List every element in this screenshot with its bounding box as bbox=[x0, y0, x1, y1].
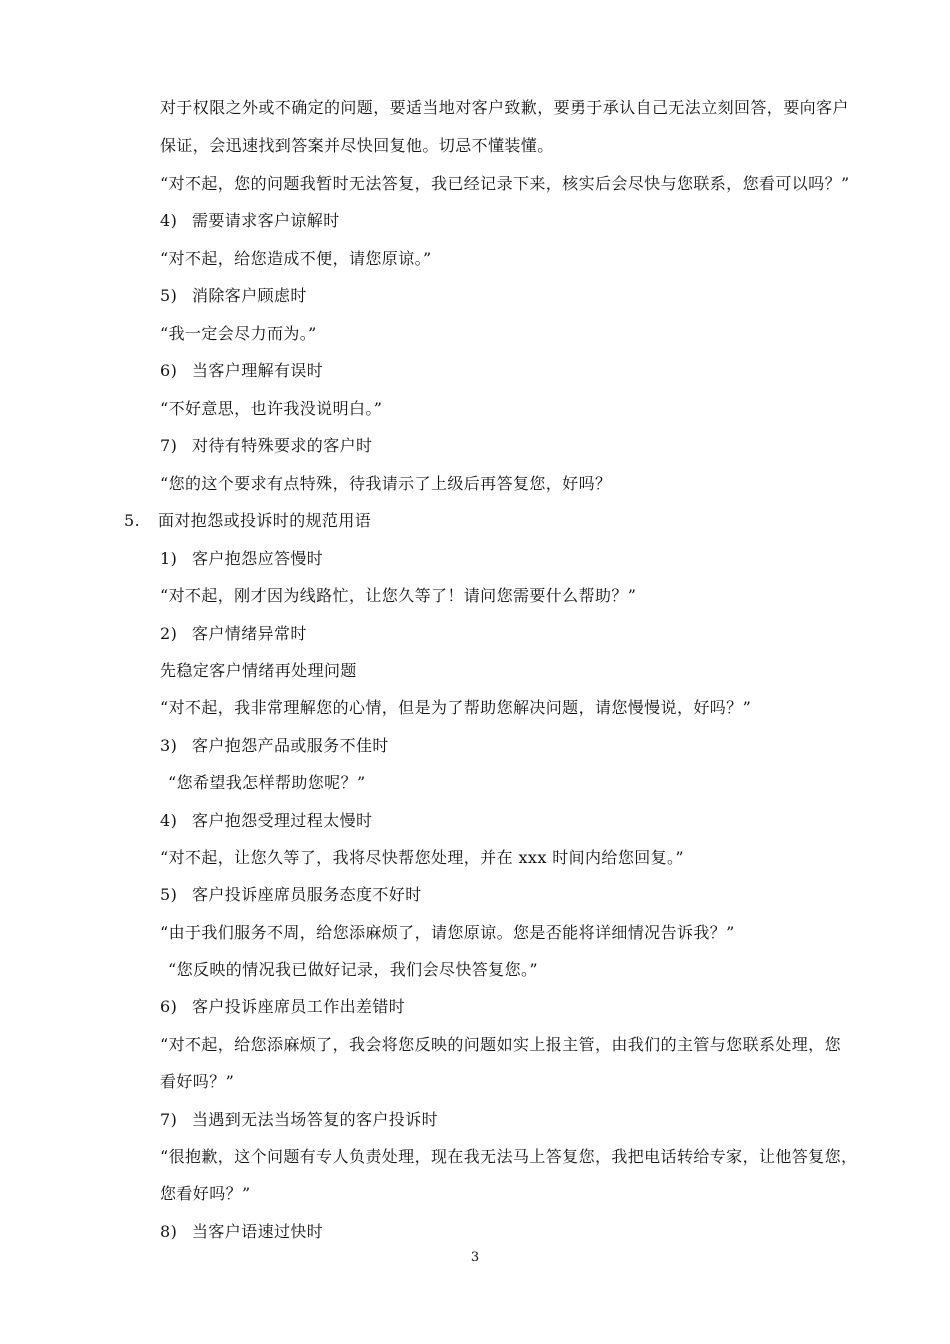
quote-line bbox=[160, 848, 950, 868]
list-item-label: 当遇到无法当场答复的客户投诉时 bbox=[192, 1110, 439, 1129]
line-text: 保证，会迅速找到答案并尽快回复他。切忌不懂装懂。 bbox=[160, 136, 554, 155]
list-item-label: 消除客户顾虑时 bbox=[192, 286, 307, 305]
quote-line bbox=[160, 1147, 950, 1167]
list-item bbox=[160, 997, 950, 1017]
list-item-label: 对待有特殊要求的客户时 bbox=[192, 436, 373, 455]
list-item bbox=[160, 885, 950, 905]
list-number: 1) bbox=[160, 549, 178, 568]
list-item bbox=[160, 436, 950, 456]
list-number: 3) bbox=[160, 736, 178, 755]
line-text: 先稳定客户情绪再处理问题 bbox=[160, 661, 357, 680]
list-item-label: 客户抱怨产品或服务不佳时 bbox=[192, 736, 389, 755]
list-number: 2) bbox=[160, 624, 178, 643]
list-item bbox=[160, 811, 950, 831]
quote-line bbox=[160, 324, 950, 344]
quote-line bbox=[168, 960, 950, 980]
list-number: 7) bbox=[160, 436, 178, 455]
quote-line bbox=[160, 1072, 950, 1092]
line-text: “您的这个要求有点特殊，待我请示了上级后再答复您，好吗？ bbox=[160, 474, 612, 493]
line-text: “您反映的情况我已做好记录，我们会尽快答复您。” bbox=[168, 960, 538, 979]
paragraph-line bbox=[160, 98, 950, 118]
list-item bbox=[160, 736, 950, 756]
line-text: 对于权限之外或不确定的问题，要适当地对客户致歉，要勇于承认自己无法立刻回答，要向客户 bbox=[160, 98, 849, 117]
list-item-label: 客户投诉座席员工作出差错时 bbox=[192, 997, 406, 1016]
line-text: “我一定会尽力而为。” bbox=[160, 324, 317, 343]
quote-line bbox=[160, 174, 950, 194]
line-text: “对不起，给您添麻烦了，我会将您反映的问题如实上报主管，由我们的主管与您联系处理，您 bbox=[160, 1035, 841, 1054]
line-text: “您希望我怎样帮助您呢？” bbox=[168, 773, 366, 792]
list-number: 4) bbox=[160, 211, 178, 230]
quote-line bbox=[160, 399, 950, 419]
line-text: “不好意思，也许我没说明白。” bbox=[160, 399, 383, 418]
list-item-label: 客户抱怨受理过程太慢时 bbox=[192, 811, 373, 830]
quote-line bbox=[160, 586, 950, 606]
list-item bbox=[160, 624, 950, 644]
quote-line bbox=[168, 773, 950, 793]
line-text: “对不起，刚才因为线路忙，让您久等了！请问您需要什么帮助？” bbox=[160, 586, 637, 605]
quote-line bbox=[160, 923, 950, 943]
list-item-label: 客户投诉座席员服务态度不好时 bbox=[192, 885, 422, 904]
quote-line bbox=[160, 698, 950, 718]
line-text: 您看好吗？” bbox=[160, 1184, 251, 1203]
line-text: 看好吗？” bbox=[160, 1072, 235, 1091]
list-item-label: 当客户理解有误时 bbox=[192, 361, 324, 380]
list-number: 6) bbox=[160, 361, 178, 380]
line-text: “对不起，您的问题我暂时无法答复，我已经记录下来，核实后会尽快与您联系，您看可以吗？” bbox=[160, 174, 850, 193]
list-number: 8) bbox=[160, 1222, 178, 1241]
list-item bbox=[160, 549, 950, 569]
list-item bbox=[160, 361, 950, 381]
list-item bbox=[160, 211, 950, 231]
section-number: 5. bbox=[124, 511, 141, 530]
list-item-label: 客户情绪异常时 bbox=[192, 624, 307, 643]
section-heading bbox=[124, 511, 950, 531]
list-item bbox=[160, 1110, 950, 1130]
section-title: 面对抱怨或投诉时的规范用语 bbox=[158, 511, 372, 530]
list-item-label: 客户抱怨应答慢时 bbox=[192, 549, 324, 568]
list-number: 6) bbox=[160, 997, 178, 1016]
quote-line bbox=[160, 1035, 950, 1055]
page-number: 3 bbox=[470, 1250, 480, 1265]
list-number: 7) bbox=[160, 1110, 178, 1129]
list-item-label: 当客户语速过快时 bbox=[192, 1222, 324, 1241]
list-number: 5) bbox=[160, 885, 178, 904]
list-item bbox=[160, 1222, 950, 1242]
quote-line bbox=[160, 474, 950, 494]
list-number: 4) bbox=[160, 811, 178, 830]
line-text: “对不起，我非常理解您的心情，但是为了帮助您解决问题，请您慢慢说，好吗？” bbox=[160, 698, 752, 717]
line-text: “很抱歉，这个问题有专人负责处理，现在我无法马上答复您，我把电话转给专家，让他答复您， bbox=[160, 1147, 858, 1166]
line-text: “由于我们服务不周，给您添麻烦了，请您原谅。您是否能将详细情况告诉我？” bbox=[160, 923, 735, 942]
line-text: “对不起，让您久等了，我将尽快帮您处理，并在 xxx 时间内给您回复。” bbox=[160, 848, 685, 867]
quote-line bbox=[160, 1184, 950, 1204]
list-item bbox=[160, 286, 950, 306]
quote-line bbox=[160, 249, 950, 269]
list-item-label: 需要请求客户谅解时 bbox=[192, 211, 340, 230]
paragraph-line bbox=[160, 661, 950, 681]
paragraph-line bbox=[160, 136, 950, 156]
list-number: 5) bbox=[160, 286, 178, 305]
line-text: “对不起，给您造成不便，请您原谅。” bbox=[160, 249, 432, 268]
